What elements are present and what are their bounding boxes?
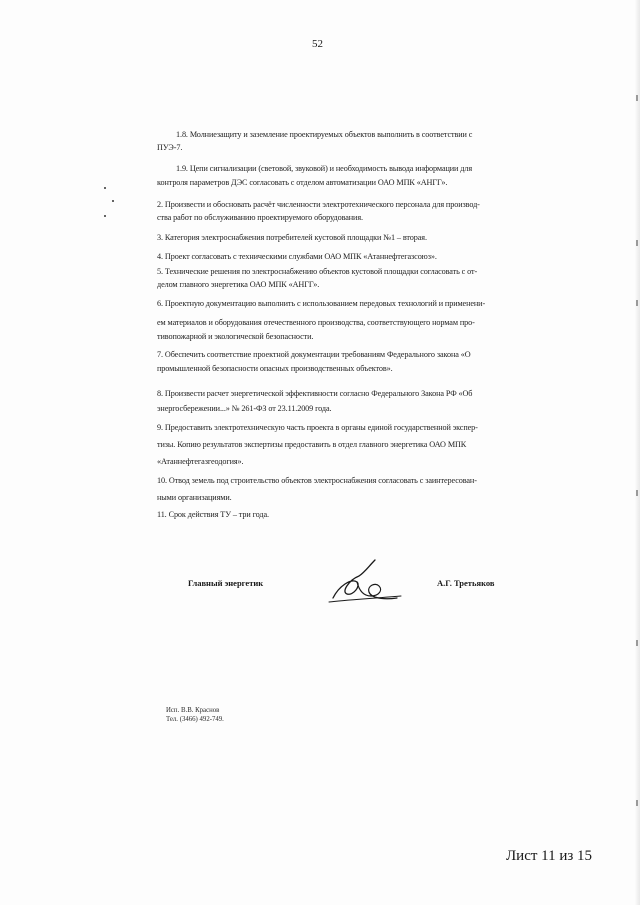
paragraph-9-line-3: «Атаннефтегазгеодогия». — [157, 457, 244, 466]
paragraph-2-line-2: ства работ по обслуживанию проектируемого оборудования. — [157, 213, 363, 222]
paragraph-5-line-1: 5. Технические решения по электроснабжению объектов кустовой площадки согласовать с от- — [157, 267, 478, 276]
paragraph-1-8-line-1: 1.8. Молниезащиту и заземление проектируемых объектов выполнить в соответствии с — [176, 130, 473, 139]
paragraph-2-line-1: 2. Произвести и обосновать расчёт численности электротехнического персонала для производ- — [157, 200, 480, 209]
paragraph-8-line-2: энергосбережении...» № 261-ФЗ от 23.11.2009 года. — [157, 404, 332, 413]
scan-edge-mark — [636, 240, 638, 246]
scan-edge-mark — [636, 95, 638, 101]
handwritten-signature — [325, 556, 403, 606]
scan-edge-mark — [636, 800, 638, 806]
signatory-role: Главный энергетик — [188, 578, 264, 588]
paragraph-10-line-1: 10. Отвод земель под строительство объектов электроснабжения согласовать с заинтересован- — [157, 476, 477, 485]
paragraph-6-line-2: ем материалов и оборудования отечественного производства, соответствующего нормам про- — [157, 318, 475, 327]
executor-name: Исп. В.В. Краснов — [166, 707, 220, 714]
margin-mark — [104, 187, 106, 189]
scan-edge-mark — [636, 490, 638, 496]
paragraph-7-line-1: 7. Обеспечить соответствие проектной документации требованиям Федерального закона «О — [157, 350, 471, 359]
paragraph-7-line-2: промышленной безопасности опасных производственных объектов». — [157, 364, 393, 373]
paragraph-9-line-2: тизы. Копию результатов экспертизы предоставить в отдел главного энергетика ОАО МПК — [157, 440, 467, 449]
paragraph-5-line-2: делом главного энергетика ОАО МПК «АНГГ». — [157, 280, 320, 289]
paragraph-1-9-line-2: контроля параметров ДЭС согласовать с отделом автоматизации ОАО МПК «АНГГ». — [157, 178, 448, 187]
paragraph-4: 4. Проект согласовать с техническими службами ОАО МПК «Атаннефтегазсоюз». — [157, 252, 437, 261]
paragraph-9-line-1: 9. Предоставить электротехническую часть проекта в органы единой государственной экспер- — [157, 423, 478, 432]
page-number: 52 — [312, 38, 323, 50]
paragraph-3: 3. Категория электроснабжения потребителей кустовой площадки №1 – вторая. — [157, 233, 427, 242]
executor-phone: Тел. (3466) 492-749. — [166, 716, 224, 723]
scan-edge-mark — [636, 640, 638, 646]
paragraph-1-9-line-1: 1.9. Цепи сигнализации (световой, звуковой) и необходимость вывода информации для — [176, 164, 472, 173]
signatory-name: А.Г. Третьяков — [437, 578, 495, 588]
scan-edge — [634, 0, 640, 905]
paragraph-6-line-1: 6. Проектную документацию выполнить с использованием передовых технологий и применени- — [157, 299, 486, 308]
paragraph-1-8-line-2: ПУЭ-7. — [157, 143, 183, 152]
scan-edge-mark — [636, 300, 638, 306]
paragraph-10-line-2: ными организациями. — [157, 493, 232, 502]
paragraph-8-line-1: 8. Произвести расчет энергетической эффективности согласно Федерального Закона РФ «Об — [157, 389, 473, 398]
sheet-counter: Лист 11 из 15 — [506, 848, 593, 864]
paragraph-11: 11. Срок действия ТУ – три года. — [157, 510, 269, 519]
margin-mark — [112, 200, 114, 202]
paragraph-6-line-3: тивопожарной и экологической безопасности. — [157, 332, 314, 341]
margin-mark — [104, 215, 106, 217]
